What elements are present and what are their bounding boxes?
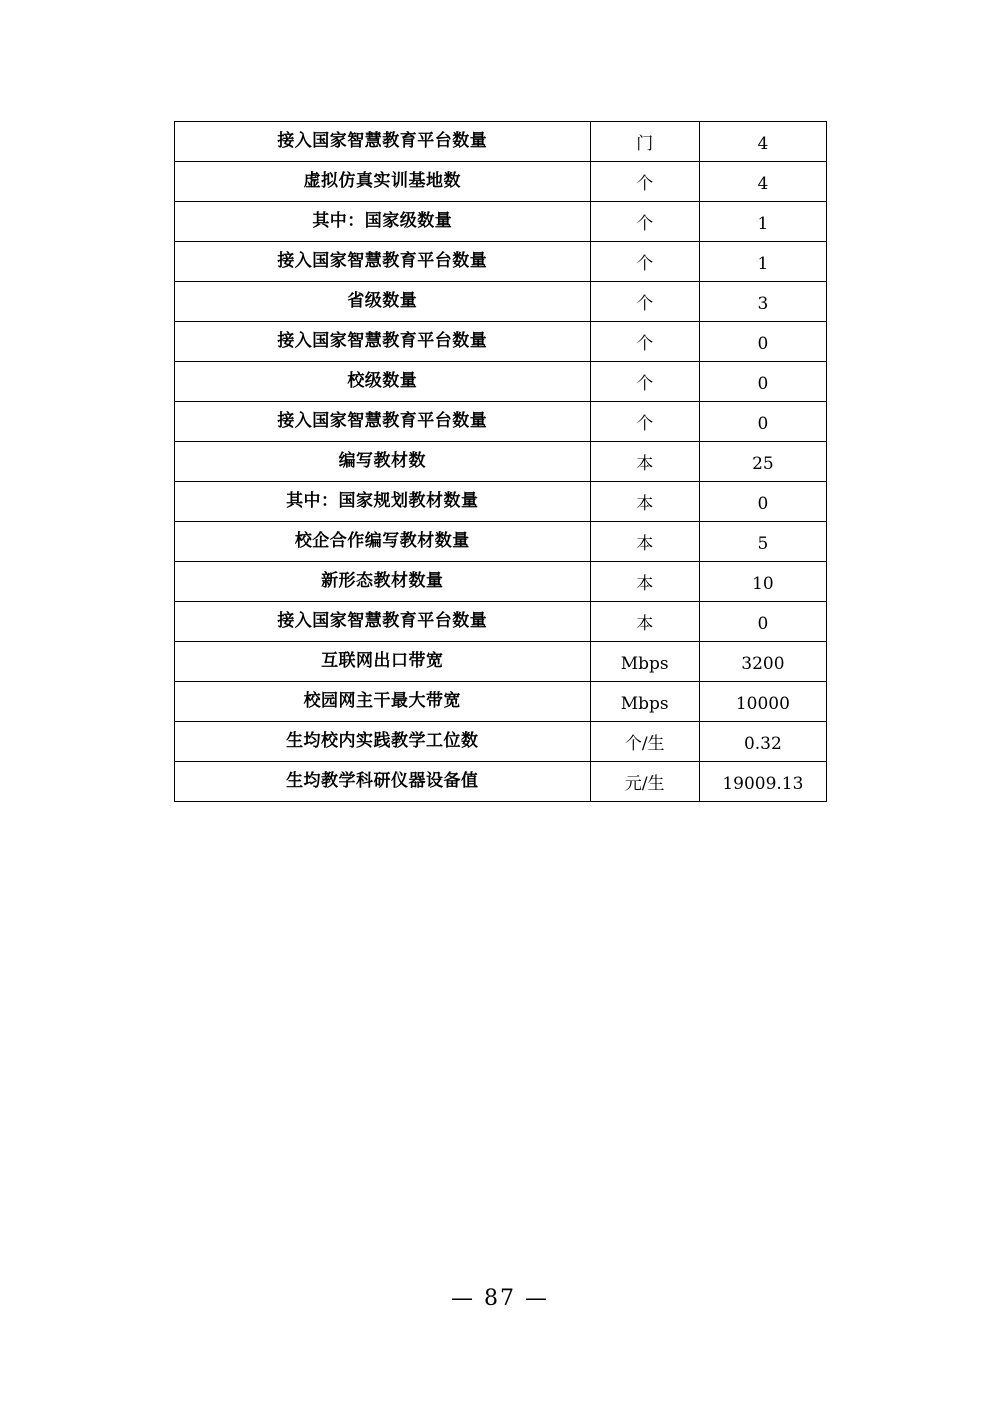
- row-value: 19009.13: [699, 762, 826, 802]
- row-value: 1: [699, 242, 826, 282]
- table-row: [175, 722, 827, 762]
- row-item-label: 编写教材数: [175, 442, 591, 482]
- table-row: [175, 522, 827, 562]
- table-row: [175, 202, 827, 242]
- row-unit: 个: [590, 322, 699, 362]
- row-item-label: 校企合作编写教材数量: [175, 522, 591, 562]
- row-item-label: 其中：国家规划教材数量: [175, 482, 591, 522]
- table-row: [175, 122, 827, 162]
- row-item-label: 互联网出口带宽: [175, 642, 591, 682]
- table-row: [175, 682, 827, 722]
- row-unit: 本: [590, 562, 699, 602]
- table-row: [175, 562, 827, 602]
- row-unit: 个: [590, 402, 699, 442]
- row-unit: 个: [590, 282, 699, 322]
- row-item-label: 接入国家智慧教育平台数量: [175, 602, 591, 642]
- table-body: [175, 122, 827, 802]
- row-value: 3200: [699, 642, 826, 682]
- row-value: 0: [699, 322, 826, 362]
- table-row: [175, 442, 827, 482]
- row-item-label: 生均教学科研仪器设备值: [175, 762, 591, 802]
- row-item-label: 接入国家智慧教育平台数量: [175, 242, 591, 282]
- table-row: [175, 602, 827, 642]
- row-value: 4: [699, 122, 826, 162]
- row-unit: 本: [590, 522, 699, 562]
- page-number: — 87 —: [451, 1286, 549, 1311]
- table-row: [175, 162, 827, 202]
- row-item-label: 省级数量: [175, 282, 591, 322]
- row-unit: 门: [590, 122, 699, 162]
- row-value: 0: [699, 482, 826, 522]
- table-row: [175, 482, 827, 522]
- row-value: 4: [699, 162, 826, 202]
- table-row: [175, 402, 827, 442]
- row-item-label: 新形态教材数量: [175, 562, 591, 602]
- row-value: 1: [699, 202, 826, 242]
- row-unit: 本: [590, 602, 699, 642]
- row-value: 10000: [699, 682, 826, 722]
- row-value: 5: [699, 522, 826, 562]
- row-unit: 个: [590, 162, 699, 202]
- row-unit: 本: [590, 482, 699, 522]
- row-item-label: 虚拟仿真实训基地数: [175, 162, 591, 202]
- row-value: 0: [699, 362, 826, 402]
- table-row: [175, 242, 827, 282]
- row-value: 0: [699, 602, 826, 642]
- row-unit: 个: [590, 242, 699, 282]
- table-row: [175, 282, 827, 322]
- row-item-label: 接入国家智慧教育平台数量: [175, 402, 591, 442]
- row-unit: 本: [590, 442, 699, 482]
- row-value: 10: [699, 562, 826, 602]
- row-value: 25: [699, 442, 826, 482]
- row-value: 0.32: [699, 722, 826, 762]
- row-item-label: 接入国家智慧教育平台数量: [175, 322, 591, 362]
- table-row: [175, 642, 827, 682]
- row-item-label: 校级数量: [175, 362, 591, 402]
- row-unit: Mbps: [590, 682, 699, 722]
- table-row: [175, 762, 827, 802]
- row-item-label: 接入国家智慧教育平台数量: [175, 122, 591, 162]
- row-unit: 个: [590, 362, 699, 402]
- row-item-label: 生均校内实践教学工位数: [175, 722, 591, 762]
- row-unit: Mbps: [590, 642, 699, 682]
- row-item-label: 其中：国家级数量: [175, 202, 591, 242]
- row-item-label: 校园网主干最大带宽: [175, 682, 591, 722]
- row-unit: 个: [590, 202, 699, 242]
- row-unit: 个/生: [590, 722, 699, 762]
- row-value: 3: [699, 282, 826, 322]
- data-table: [174, 121, 827, 802]
- table-row: [175, 322, 827, 362]
- row-unit: 元/生: [590, 762, 699, 802]
- table-row: [175, 362, 827, 402]
- row-value: 0: [699, 402, 826, 442]
